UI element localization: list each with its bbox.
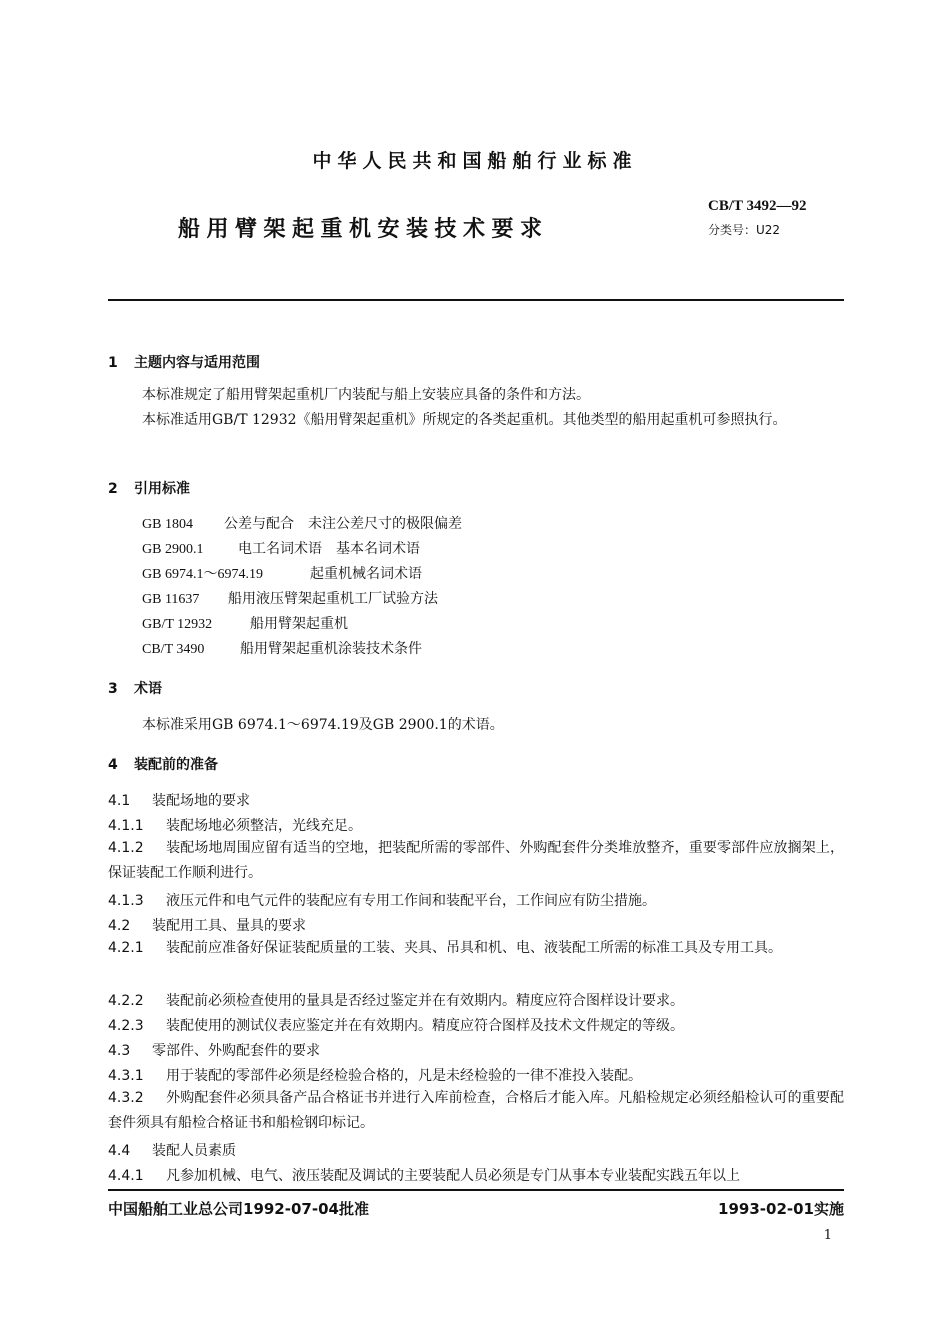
reference-code: GB 1804: [142, 517, 193, 532]
clause: [108, 1086, 844, 1136]
clause-text: 装配人员素质: [152, 1143, 236, 1159]
reference-code: CB/T 3490: [142, 642, 205, 657]
section-1-paragraph-1: 本标准规定了船用臂架起重机厂内装配与船上安装应具备的条件和方法。: [142, 387, 590, 403]
clause-number: 4.3: [108, 1043, 131, 1059]
reference-name: 电工名词术语 基本名词术语: [238, 541, 420, 557]
clause: [108, 936, 844, 961]
section-title: 主题内容与适用范围: [134, 355, 260, 371]
clause-number: 4.1.2: [108, 840, 144, 856]
reference-name: 船用臂架起重机: [250, 616, 348, 632]
page-number: 1: [823, 1228, 832, 1243]
standard-banner: 中华人民共和国船舶行业标准: [312, 150, 638, 172]
reference-item: [142, 613, 348, 633]
classification-code: 分类号：U22: [708, 223, 781, 237]
footer-divider: [108, 1189, 844, 1191]
clause: [108, 1065, 642, 1085]
section-1-heading: [108, 352, 260, 372]
section-title: 引用标准: [134, 481, 190, 497]
header-divider: [108, 299, 844, 301]
clause-number: 4.3.2: [108, 1090, 144, 1106]
standard-code: CB/T 3492—92: [708, 198, 807, 214]
clause-text: 装配使用的测试仪表应鉴定并在有效期内。精度应符合图样及技术文件规定的等级。: [166, 1018, 684, 1034]
reference-name: 公差与配合 未注公差尺寸的极限偏差: [224, 516, 462, 532]
clause-text: 凡参加机械、电气、液压装配及调试的主要装配人员必须是专门从事本专业装配实践五年以上: [166, 1168, 740, 1184]
clause-number: 4.1.1: [108, 818, 144, 834]
clause: [108, 1140, 236, 1160]
clause-text: 装配场地必须整洁，光线充足。: [166, 818, 362, 834]
clause: [108, 815, 362, 835]
reference-code: GB 11637: [142, 592, 200, 607]
clause-text: 用于装配的零部件必须是经检验合格的，凡是未经检验的一律不准投入装配。: [166, 1068, 642, 1084]
reference-code: GB 6974.1～6974.19: [142, 567, 263, 582]
clause: [108, 915, 306, 935]
section-2-heading: [108, 478, 190, 498]
clause: [108, 1165, 740, 1185]
section-1-paragraph-2: 本标准适用GB/T 12932《船用臂架起重机》所规定的各类起重机。其他类型的船用起重机可参照执行。: [142, 412, 787, 428]
clause: [108, 836, 844, 886]
clause-number: 4.2.2: [108, 993, 144, 1009]
clause-text: 零部件、外购配套件的要求: [152, 1043, 320, 1059]
clause-text: 装配前应准备好保证装配质量的工装、夹具、吊具和机、电、液装配工所需的标准工具及专用工具。: [166, 940, 782, 956]
clause-text: 装配场地的要求: [152, 793, 250, 809]
section-3-paragraph-1: 本标准采用GB 6974.1～6974.19及GB 2900.1的术语。: [142, 717, 504, 733]
reference-name: 起重机械名词术语: [310, 566, 422, 582]
section-number: 3: [108, 681, 118, 697]
clause: [108, 1040, 320, 1060]
clause-text: 液压元件和电气元件的装配应有专用工作间和装配平台，工作间应有防尘措施。: [166, 893, 656, 909]
reference-item: [142, 588, 438, 608]
section-number: 1: [108, 355, 118, 371]
clause-number: 4.1.3: [108, 893, 144, 909]
clause-text: 装配前必须检查使用的量具是否经过鉴定并在有效期内。精度应符合图样设计要求。: [166, 993, 684, 1009]
reference-item: [142, 563, 422, 583]
section-3-heading: [108, 678, 162, 698]
clause-text: 装配场地周围应留有适当的空地，把装配所需的零部件、外购配套件分类堆放整齐，重要零部件应放搁架上，保证装配工作顺利进行。: [108, 840, 844, 881]
section-title: 装配前的准备: [134, 757, 218, 773]
section-number: 2: [108, 481, 118, 497]
clause-number: 4.2.3: [108, 1018, 144, 1034]
reference-item: [142, 638, 422, 658]
reference-item: [142, 513, 462, 533]
approval-line: 中国船舶工业总公司1992-07-04批准: [108, 1200, 369, 1218]
section-4-heading: [108, 754, 218, 774]
clause-text: 外购配套件必须具备产品合格证书并进行入库前检查，合格后才能入库。凡船检规定必须经船检认可的重要配套件须具有船检合格证书和船检钢印标记。: [108, 1090, 844, 1131]
reference-code: GB/T 12932: [142, 617, 213, 632]
reference-name: 船用液压臂架起重机工厂试验方法: [228, 591, 438, 607]
clause-number: 4.2: [108, 918, 131, 934]
clause-number: 4.1: [108, 793, 131, 809]
clause: [108, 790, 250, 810]
reference-code: GB 2900.1: [142, 542, 204, 557]
clause-number: 4.3.1: [108, 1068, 144, 1084]
implementation-date: 1993-02-01实施: [718, 1200, 844, 1218]
section-title: 术语: [134, 681, 162, 697]
clause-number: 4.2.1: [108, 940, 144, 956]
reference-item: [142, 538, 420, 558]
clause: [108, 890, 656, 910]
section-number: 4: [108, 757, 118, 773]
clause-text: 装配用工具、量具的要求: [152, 918, 306, 934]
clause-number: 4.4.1: [108, 1168, 144, 1184]
clause: [108, 1015, 684, 1035]
clause-number: 4.4: [108, 1143, 131, 1159]
reference-name: 船用臂架起重机涂装技术条件: [240, 641, 422, 657]
clause: [108, 990, 684, 1010]
document-title: 船用臂架起重机安装技术要求: [178, 217, 549, 242]
